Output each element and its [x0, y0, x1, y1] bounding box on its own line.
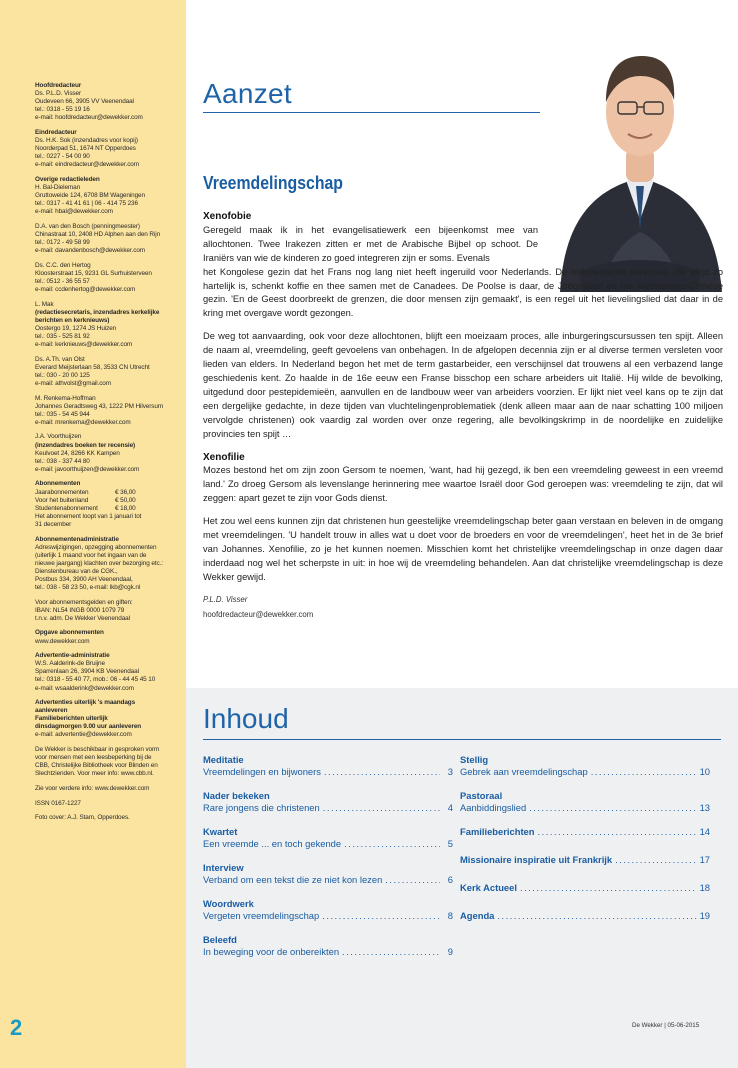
toc-category: Beleefd	[203, 934, 237, 945]
colophon-line: t.n.v. adm. De Wekker Veenendaal	[35, 614, 130, 622]
toc-leader	[342, 946, 440, 958]
toc-entry[interactable]	[203, 898, 453, 934]
toc-line	[203, 766, 453, 778]
colophon-line: W.S. Aalderink-de Bruijne	[35, 660, 105, 668]
toc-leader	[497, 910, 696, 922]
colophon-line: tel.: 035 - 525 81 92	[35, 333, 90, 341]
toc-category: Kwartet	[203, 826, 238, 837]
colophon-line: e-mail: mrenkema@dewekker.com	[35, 418, 131, 426]
toc-page-number: 4	[447, 802, 453, 813]
subscription-price: € 36,00	[115, 488, 136, 496]
colophon-line: aanleveren	[35, 707, 68, 715]
colophon-line: Abonnementen	[35, 480, 81, 488]
toc-title: Aanbiddingslied	[460, 802, 527, 813]
toc-page-number: 10	[699, 766, 710, 777]
subscription-type: Jaarabonnementen	[35, 488, 89, 496]
colophon-hoofdredacteur	[35, 82, 185, 122]
colophon-line: Gruttoweide 124, 6708 BM Wageningen	[35, 192, 145, 200]
colophon-line: Everard Meijsterlaan 58, 3533 CN Utrecht	[35, 363, 150, 371]
toc-leader	[520, 882, 697, 894]
subheading-xenofobie: Xenofobie	[203, 211, 252, 222]
toc-title: In beweging voor de onbereikten	[203, 946, 340, 957]
toc-line	[460, 854, 710, 866]
toc-entry[interactable]	[203, 862, 453, 898]
colophon-line: dinsdagmorgen 9.00 uur aanleveren	[35, 723, 142, 731]
paragraph-1-continued: het Kongolese gezin dat het Frans nog lang niet heeft ingeruild voor Nederlands. De Indonesische mevrouw, die altijd zo hartelijk is, schenkt koffie en thee samen met de Canadees. De Poolse is daar, de Joegoslaaf en het Vietnamees-Chinese gezin. 'En de Geest doorbreekt de grenzen, die door mensen zijn gemaakt', is een regel uit het lievelingslied dat daar in de kring met overgave wordt gezongen.	[203, 266, 723, 319]
toc-title: Een vreemde ... en toch gekende	[203, 838, 342, 849]
section-title-aanzet: Aanzet	[203, 78, 292, 109]
colophon-line: e-mail: hbal@dewekker.com	[35, 208, 113, 216]
colophon-sidebar	[0, 0, 186, 1068]
colophon-line: e-mail: ccdenhertog@dewekker.com	[35, 286, 136, 294]
colophon-line: CBB, Christelijke Bibliotheek voor Blinden en	[35, 762, 158, 770]
colophon-line: Keulvoet 24, 8266 KK Kampen	[35, 449, 120, 457]
toc-category: Kerk Actueel	[460, 882, 517, 893]
colophon-uiterlijk	[35, 699, 185, 739]
colophon-line: Zie voor verdere info: www.dewekker.com	[35, 784, 150, 792]
colophon-line: Hoofdredacteur	[35, 82, 82, 89]
colophon-line: voor mensen met een leesbeperking bij de	[35, 754, 152, 762]
toc-leader	[615, 854, 696, 866]
colophon-line: nieuwe jaargang) klachten over bezorging etc.:	[35, 559, 163, 567]
colophon-issn	[35, 800, 185, 808]
colophon-line: Ds. H.K. Sok (inzendadres voor kopij)	[35, 137, 138, 145]
toc-category: Familieberichten	[460, 826, 535, 837]
toc-page-number: 14	[699, 826, 710, 837]
toc-title: Verband om een tekst die ze niet kon lezen	[203, 874, 383, 885]
colophon-line: Slechtzienden. Voor meer info: www.cbb.nl.	[35, 770, 154, 778]
toc-page-number: 17	[699, 854, 710, 865]
toc-rule	[203, 739, 721, 740]
toc-entry[interactable]	[460, 882, 710, 910]
subscription-type: Studentenabonnement	[35, 504, 98, 512]
paragraph-2: De weg tot aanvaarding, ook voor deze allochtonen, blijft een moeizaam proces, alle inburgeringscursussen ten spijt. Alleen de naam al, vreemdeling, geeft gevoelens van onbehagen. In de afgelopen decennia zijn er al diverse termen versleten voor lieden van elders. In Nederland begon het met de term gastarbeider, een verschijnsel dat trouwens al een verbazend lange geschiedenis kent. Zo haalde in de 16e eeuw een Franse bisschop een schare arbeiders uit Italië. Hij wilde de bevolking, uitgedund door pestepidemieën, aanvullen en de landbouw weer van arbeiders voorzien. Er lijkt niet veel kans op te zijn dat een dergelijke gedachte, in deze tijden van vluchtelingenproblematiek (denk alleen maar aan de naar schatting 100 miljoen vervolgde christenen) ook vaardig zal worden over onze regering, alle bevolkingskrimp in de noordelijke en zuidelijke provincies ten spijt …	[203, 331, 723, 439]
paragraph-3: Mozes bestond het om zijn zoon Gersom te noemen, 'want, had hij gezegd, ik ben een vreemdeling geweest in een vreemd land.' Zo droeg Gersom als levenslange herinnering mee waartoe Israël door God geroepen was: vreemdeling te zijn, dat wil zeggen: apart gezet te zijn voor Gods dienst.	[203, 465, 723, 504]
colophon-line: Voor abonnementsgelden en giften:	[35, 598, 133, 606]
section-title-inhoud: Inhoud	[203, 703, 289, 734]
colophon-administratie	[35, 536, 185, 593]
colophon-line: Oostergo 19, 1274 JS Huizen	[35, 324, 117, 332]
colophon-line: e-mail: athvolst@gmail.com	[35, 380, 111, 387]
colophon-line: tel.: 030 - 20 00 125	[35, 371, 90, 379]
footer-issue: De Wekker | 05-06-2015	[632, 1022, 700, 1029]
subheading-xenofilie: Xenofilie	[203, 451, 245, 463]
toc-page-number: 8	[447, 910, 453, 921]
colophon-line: Sparrenlaan 26, 3904 KB Veenendaal	[35, 668, 139, 676]
colophon-line: Het abonnement loopt van 1 januari tot	[35, 512, 142, 520]
toc-category: Woordwerk	[203, 898, 254, 909]
toc-leader	[529, 802, 696, 814]
colophon-giften	[35, 599, 185, 623]
colophon-line: tel.: 035 - 54 45 944	[35, 410, 90, 418]
toc-page-number: 18	[699, 882, 710, 893]
colophon-line: e-mail: hoofdredacteur@dewekker.com	[35, 114, 143, 122]
toc-line	[203, 946, 453, 958]
toc-page-number: 13	[699, 802, 710, 813]
colophon-line: tel.: 0318 - 55 19 16	[35, 106, 90, 114]
colophon-line: (inzendadres boeken ter recensie)	[35, 441, 136, 449]
toc-category: Pastoraal	[460, 790, 503, 801]
toc-page-number: 5	[447, 838, 453, 849]
colophon-line: Ds. C.C. den Hertog	[35, 261, 91, 269]
toc-entry[interactable]	[460, 790, 710, 826]
colophon-line: Ds. A.Th. van Olst	[35, 355, 85, 363]
colophon-bosch	[35, 223, 185, 255]
colophon-line: M. Renkema-Hoffman	[35, 394, 96, 402]
toc-title: Vergeten vreemdelingschap	[203, 910, 320, 921]
toc-leader	[591, 766, 697, 778]
toc-page-number: 6	[447, 874, 453, 885]
colophon-line: Opgave abonnementen	[35, 629, 104, 637]
toc-category: Meditatie	[203, 754, 244, 765]
toc-leader	[323, 802, 440, 814]
colophon-line: ISSN 0167-1227	[35, 799, 81, 807]
colophon-line: tel.: 0317 - 41 41 61 | 06 - 414 75 236	[35, 200, 138, 208]
colophon-line: tel.: 038 - 58 23 50, e-mail: lkb@cgk.nl	[35, 584, 141, 592]
colophon-line: (uiterlijk 1 maand voor het ingaan van de	[35, 551, 147, 559]
colophon-line: Kloosterstraat 15, 9231 GL Surhuisterveen	[35, 269, 152, 277]
toc-left-column	[203, 754, 453, 970]
article-body	[203, 210, 723, 622]
colophon-line: 31 december	[35, 520, 72, 528]
colophon-line: De Wekker is beschikbaar in gesproken vorm	[35, 746, 160, 754]
toc-line	[203, 874, 453, 886]
colophon-opgave	[35, 629, 185, 645]
toc-leader	[322, 910, 440, 922]
toc-entry[interactable]	[460, 910, 710, 938]
colophon-line: tel.: 0172 - 49 58 99	[35, 239, 90, 247]
paragraph-4: Het zou wel eens kunnen zijn dat christenen hun geestelijke vreemdelingschap beter gaan verstaan en beleven in de omgang met vreemdelingen. 'U handelt trouw in alles wat u doet voor de broeders en voor de vreemdelingen', heet het in de 3e brief van Johannes. Xenofilie, zo je het kunnen noemen. Misschien komt het christelijke vreemdelingschap in onze dagen daar inderdaad nog wel het scherpste in uit: in hoe wij de vreemdeling behandelen. Aan dat christelijke vreemdelingschap is deze Wekker gewijd.	[203, 516, 723, 582]
author-signature: P.L.D. Visser	[203, 594, 248, 604]
colophon-line: e-mail: advertentie@dewekker.com	[35, 731, 132, 739]
toc-title: Rare jongens die christenen	[203, 802, 320, 813]
colophon-eindredacteur	[35, 129, 185, 169]
colophon-line: e-mail: javoorthuijzen@dewekker.com	[35, 465, 140, 473]
toc-leader	[538, 826, 697, 838]
paragraph-1-intro: Geregeld maak ik in het evangelisatiewerk een bijeenkomst mee van allochtonen. Twee Irakezen zitten er met de Arabische Bijbel op schoot. De Iraniërs van wie de kinderen zo goed integreren zijn er soms. Evenals	[203, 224, 538, 263]
toc-page-number: 9	[447, 946, 453, 957]
colophon-line: Ds. P.L.D. Visser	[35, 90, 82, 98]
toc-leader	[344, 838, 440, 850]
toc-category: Interview	[203, 862, 244, 873]
colophon-line: H. Bal-Dieleman	[35, 184, 81, 192]
author-email: hoofdredacteur@dewekker.com	[203, 609, 314, 619]
toc-entry[interactable]	[203, 934, 453, 970]
subscription-price-row	[35, 505, 185, 513]
colophon-renkema	[35, 395, 185, 427]
colophon-line: e-mail: wsaalderink@dewekker.com	[35, 684, 134, 692]
toc-page-number: 3	[447, 766, 453, 777]
colophon-hertog	[35, 262, 185, 294]
subscription-price: € 50,00	[115, 496, 136, 504]
subscription-price-row	[35, 489, 185, 497]
subscription-price: € 18,00	[115, 504, 136, 512]
colophon-foto	[35, 814, 185, 822]
colophon-line: tel.: 0227 - 54 00 90	[35, 153, 90, 161]
colophon-line: e-mail: davandenbosch@dewekker.com	[35, 247, 146, 255]
toc-category: Stellig	[460, 754, 489, 765]
toc-line	[460, 882, 710, 894]
toc-leader	[385, 874, 440, 886]
subscription-price-row	[35, 497, 185, 505]
table-of-contents	[186, 688, 738, 1068]
toc-entry[interactable]	[460, 754, 710, 790]
colophon-abonnementen	[35, 480, 185, 529]
colophon-line: Overige redactieleden	[35, 175, 100, 183]
toc-entry[interactable]	[460, 826, 710, 854]
toc-line	[203, 802, 453, 814]
colophon-line: Advertenties uiterlijk 's maandags	[35, 699, 136, 707]
colophon-line: Foto cover: A.J. Stam, Opperdoes.	[35, 814, 130, 822]
toc-line	[203, 838, 453, 850]
colophon-line: IBAN: NL54 INGB 0000 1079 79	[35, 606, 125, 614]
colophon-line: berichten en kerknieuws)	[35, 316, 110, 324]
colophon-line: Familieberichten uiterlijk	[35, 715, 108, 723]
colophon-line: Abonnementenadministratie	[35, 535, 119, 543]
colophon-line: Postbus 334, 3900 AH Veenendaal,	[35, 575, 133, 583]
colophon-line: Advertentie-administratie	[35, 652, 110, 660]
toc-line	[460, 826, 710, 838]
toc-line	[203, 910, 453, 922]
colophon-line: tel.: 0512 - 36 55 57	[35, 277, 90, 285]
toc-line	[460, 910, 710, 922]
toc-leader	[324, 766, 440, 778]
colophon-line: e-mail: eindredacteur@dewekker.com	[35, 161, 139, 169]
toc-category: Agenda	[460, 910, 495, 921]
toc-line	[460, 766, 710, 778]
toc-page-number: 19	[699, 910, 710, 921]
colophon-line: Johannes Geradtsweg 43, 1222 PM Hilversum	[35, 402, 164, 410]
colophon-line: e-mail: kerknieuws@dewekker.com	[35, 341, 133, 349]
colophon-line: tel.: 038 - 337 44 80	[35, 457, 90, 465]
page-number: 2	[10, 1015, 23, 1040]
toc-entry[interactable]	[203, 790, 453, 826]
colophon-line: Chinastraat 10, 2408 HD Alphen aan den Rijn	[35, 231, 161, 238]
toc-category: Nader bekeken	[203, 790, 270, 801]
colophon-line: Noorderpad 51, 1674 NT Opperdoes	[35, 145, 136, 153]
colophon-line: Eindredacteur	[35, 128, 77, 136]
colophon-text	[35, 82, 185, 829]
colophon-line: Dienstenbureau van de CGK.,	[35, 567, 118, 575]
colophon-line: (redactiesecretaris, inzendadres kerkelijke	[35, 308, 160, 316]
colophon-overige	[35, 176, 185, 216]
subscription-type: Voor het buitenland	[35, 496, 89, 504]
toc-title: Gebrek aan vreemdelingschap	[460, 766, 588, 777]
colophon-line: Adreswijzigingen, opzegging abonnementen	[35, 543, 157, 551]
toc-entry[interactable]	[203, 754, 453, 790]
colophon-gesproken	[35, 746, 185, 778]
colophon-line: J.A. Voorthuijzen	[35, 433, 82, 441]
toc-title: Vreemdelingen en bijwoners	[203, 766, 321, 777]
colophon-voorthuijzen	[35, 433, 185, 473]
toc-category: Missionaire inspiratie uit Frankrijk	[460, 854, 613, 865]
colophon-line: L. Mak	[35, 300, 54, 308]
colophon-line: tel.: 0318 - 55 40 77, mob.: 06 - 44 45 45 10	[35, 676, 156, 684]
article-heading: Vreemdelingschap	[203, 173, 343, 193]
colophon-advertentie	[35, 652, 185, 692]
title-rule	[203, 112, 540, 113]
colophon-line: www.dewekker.com	[35, 637, 90, 645]
toc-entry[interactable]	[203, 826, 453, 862]
toc-line	[460, 802, 710, 814]
colophon-mak	[35, 301, 185, 350]
colophon-olst	[35, 356, 185, 388]
colophon-line: D.A. van den Bosch (penningmeester)	[35, 222, 140, 230]
colophon-line: Oudeveen 66, 3905 VV Veenendaal	[35, 98, 134, 106]
toc-right-column	[460, 754, 710, 938]
colophon-zie	[35, 785, 185, 793]
toc-entry[interactable]	[460, 854, 710, 882]
